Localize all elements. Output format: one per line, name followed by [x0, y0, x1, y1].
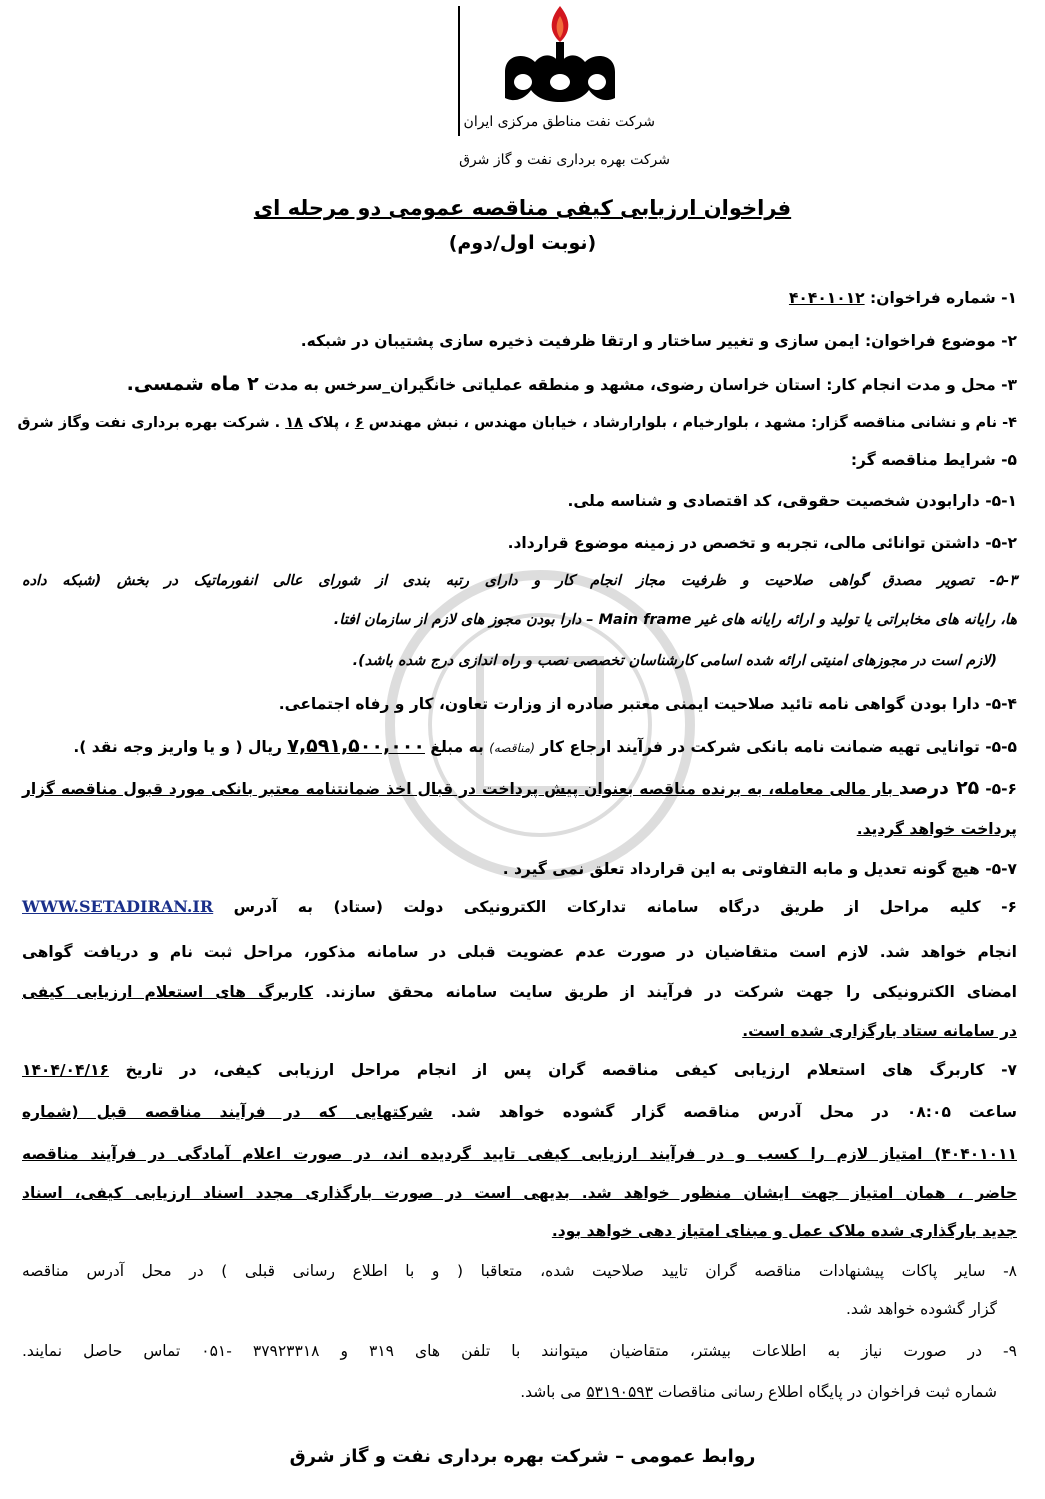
- item-5-4: ۵-۴- دارا بودن گواهی نامه تائید صلاحیت ایمنی معتبر صادره از وزارت تعاون، کار و رفاه اجتماعی.: [278, 695, 1017, 713]
- company-name: شرکت بهره برداری نفت و گاز شرق: [459, 152, 670, 168]
- tender-number: ۴۰۴۰۱۰۱۲: [788, 289, 865, 307]
- item-3: ۳- محل و مدت انجام کار: استان خراسان رضوی، مشهد و منطقه عملیاتی خانگیران_سرخس به مدت ۲ ماه شمسی.: [126, 373, 1017, 395]
- item-5-7: ۵-۷- هیچ گونه تعدیل و مابه التفاوتی به این قرارداد تعلق نمی گیرد .: [502, 860, 1017, 878]
- item-5-3-note: (لازم است در مجوزهای امنیتی ارائه شده اسامی کارشناسان تخصصی نصب و راه اندازی درج شده باشد).: [352, 653, 997, 669]
- item-5-6-line1: ۵-۶- ۲۵ درصد بار مالی معامله، به برنده مناقصه بعنوان پیش پرداخت در قبال اخذ ضمانتنامه معتبر بانکی مورد قبول مناقصه گزار: [22, 777, 1018, 799]
- item-2: ۲- موضوع فراخوان: ایمن سازی و تغییر ساختار و ارتقا ظرفیت ذخیره سازی پشتیبان در شبکه.: [300, 332, 1017, 350]
- company-name-parent: شرکت نفت مناطق مرکزی ایران: [463, 114, 655, 130]
- item-6-line4: در سامانه ستاد بارگزاری شده است.: [742, 1022, 1017, 1040]
- nioc-flame-logo-icon: [485, 2, 635, 110]
- item-8-line1: ۸- سایر پاکات پیشنهادات مناقصه گران تایید صلاحیت شده، متعاقبا ( و با اطلاع رسانی قبلی ) در محل آدرس مناقصه: [22, 1262, 1017, 1280]
- item-5: ۵- شرایط مناقصه گر:: [850, 451, 1017, 469]
- item-7-line5: جدید بارگذاری شده ملاک عمل و مبنای امتیاز دهی خواهد بود.: [551, 1222, 1017, 1240]
- item-6-line3: امضای الکترونیکی را جهت شرکت در فرآیند از طریق سایت سامانه محقق سازند. کاربرگ های استعلام ارزیابی کیفی: [22, 983, 1017, 1001]
- item-5-5: ۵-۵- توانایی تهیه ضمانت نامه بانکی شرکت در فرآیند ارجاع کار (مناقصه) به مبلغ ۷,۵۹۱,۵۰۰,۰۰۰ ریال ( و یا واریز وجه نقد ).: [73, 735, 1017, 757]
- guarantee-amount: ۷,۵۹۱,۵۰۰,۰۰۰: [287, 735, 425, 757]
- item-8-line2: گزار گشوده خواهد شد.: [846, 1300, 997, 1318]
- page-title: فراخوان ارزیابی کیفی مناقصه عمومی دو مرحله ای: [253, 196, 792, 220]
- item-7-line4: حاضر ، همان امتیاز جهت ایشان منظور خواهد شد. بدیهی است در صورت بارگذاری مجدد اسناد ارزیابی کیفی، اسناد: [22, 1184, 1017, 1202]
- item-7-line1: ۷- کاربرگ های استعلام ارزیابی کیفی مناقصه گران پس از انجام مراحل ارزیابی کیفی، در تاریخ ۱۴۰۴/۰۴/۱۶: [22, 1061, 1017, 1079]
- opening-time: ۰۸:۰۵: [906, 1103, 951, 1121]
- item-7-line2: ساعت ۰۸:۰۵ در محل آدرس مناقصه گزار گشوده خواهد شد. شرکتهایی که در فرآیند مناقصه قبل (شماره: [22, 1103, 1017, 1121]
- item-9-line1: ۹- در صورت نیاز به اطلاعات بیشتر، متقاضیان میتوانند با تلفن های ۳۱۹ و ۳۷۹۲۳۳۱۸ -۰۵۱ تماس حاصل نمایند.: [22, 1342, 1017, 1360]
- item-5-3-line2: ها، رایانه های مخابراتی یا تولید و ارائه رایانه های غیر Main frame – دارا بودن مجوز های لازم از سازمان افتا.: [333, 612, 1017, 628]
- item-9-line2: شماره ثبت فراخوان در پایگاه اطلاع رسانی مناقصات ۵۳۱۹۰۵۹۳ می باشد.: [520, 1383, 997, 1401]
- footer-signature: روابط عمومی – شرکت بهره برداری نفت و گاز شرق: [289, 1446, 756, 1467]
- registration-number: ۵۳۱۹۰۵۹۳: [586, 1383, 653, 1401]
- item-6-line2: انجام خواهد شد. لازم است متقاضیان در صورت عدم عضویت قبلی در سامانه مذکور، مراحل ثبت نام و دریافت گواهی: [22, 943, 1017, 961]
- item-5-6-line2: پرداخت خواهد گردید.: [856, 820, 1017, 838]
- opening-date: ۱۴۰۴/۰۴/۱۶: [22, 1061, 110, 1079]
- setad-link[interactable]: WWW.SETADIRAN.IR: [22, 897, 214, 916]
- prepayment-percent: ۲۵ درصد: [898, 777, 980, 799]
- item-6-line1: ۶- کلیه مراحل از طریق درگاه سامانه تدارکات الکترونیکی دولت (ستاد) به آدرس WWW.SETADIRAN.IR: [22, 897, 1017, 916]
- page-subtitle: (نوبت اول/دوم): [448, 232, 597, 254]
- duration: ۲ ماه شمسی.: [126, 373, 259, 395]
- item-5-2: ۵-۲- داشتن توانائی مالی، تجربه و تخصص در زمینه موضوع قرارداد.: [507, 534, 1017, 552]
- item-4: ۴- نام و نشانی مناقصه گزار: مشهد ، بلوارخیام ، بلوارارشاد ، خیابان مهندس ، نبش مهندس ۶ ، پلاک ۱۸ . شرکت بهره برداری نفت وگاز شرق: [17, 415, 1017, 431]
- item-5-1: ۵-۱- دارابودن شخصیت حقوقی، کد اقتصادی و شناسه ملی.: [567, 492, 1017, 510]
- stamp-watermark-icon: [330, 550, 750, 900]
- header-divider: [458, 6, 460, 136]
- item-7-line3: ۴۰۴۰۱۰۱۱) امتیاز لازم را کسب و در فرآیند ارزیابی کیفی تایید گردیده اند، در صورت اعلام آمادگی در فرآیند مناقصه: [22, 1145, 1017, 1163]
- item-1: ۱- شماره فراخوان: ۴۰۴۰۱۰۱۲: [788, 289, 1017, 307]
- item-5-3-line1: ۵-۳- تصویر مصدق گواهی صلاحیت و ظرفیت مجاز انجام کار و دارای رتبه بندی از شورای عالی انفورماتیک در بخش (شبکه داده: [22, 573, 1017, 589]
- header: [405, 2, 670, 182]
